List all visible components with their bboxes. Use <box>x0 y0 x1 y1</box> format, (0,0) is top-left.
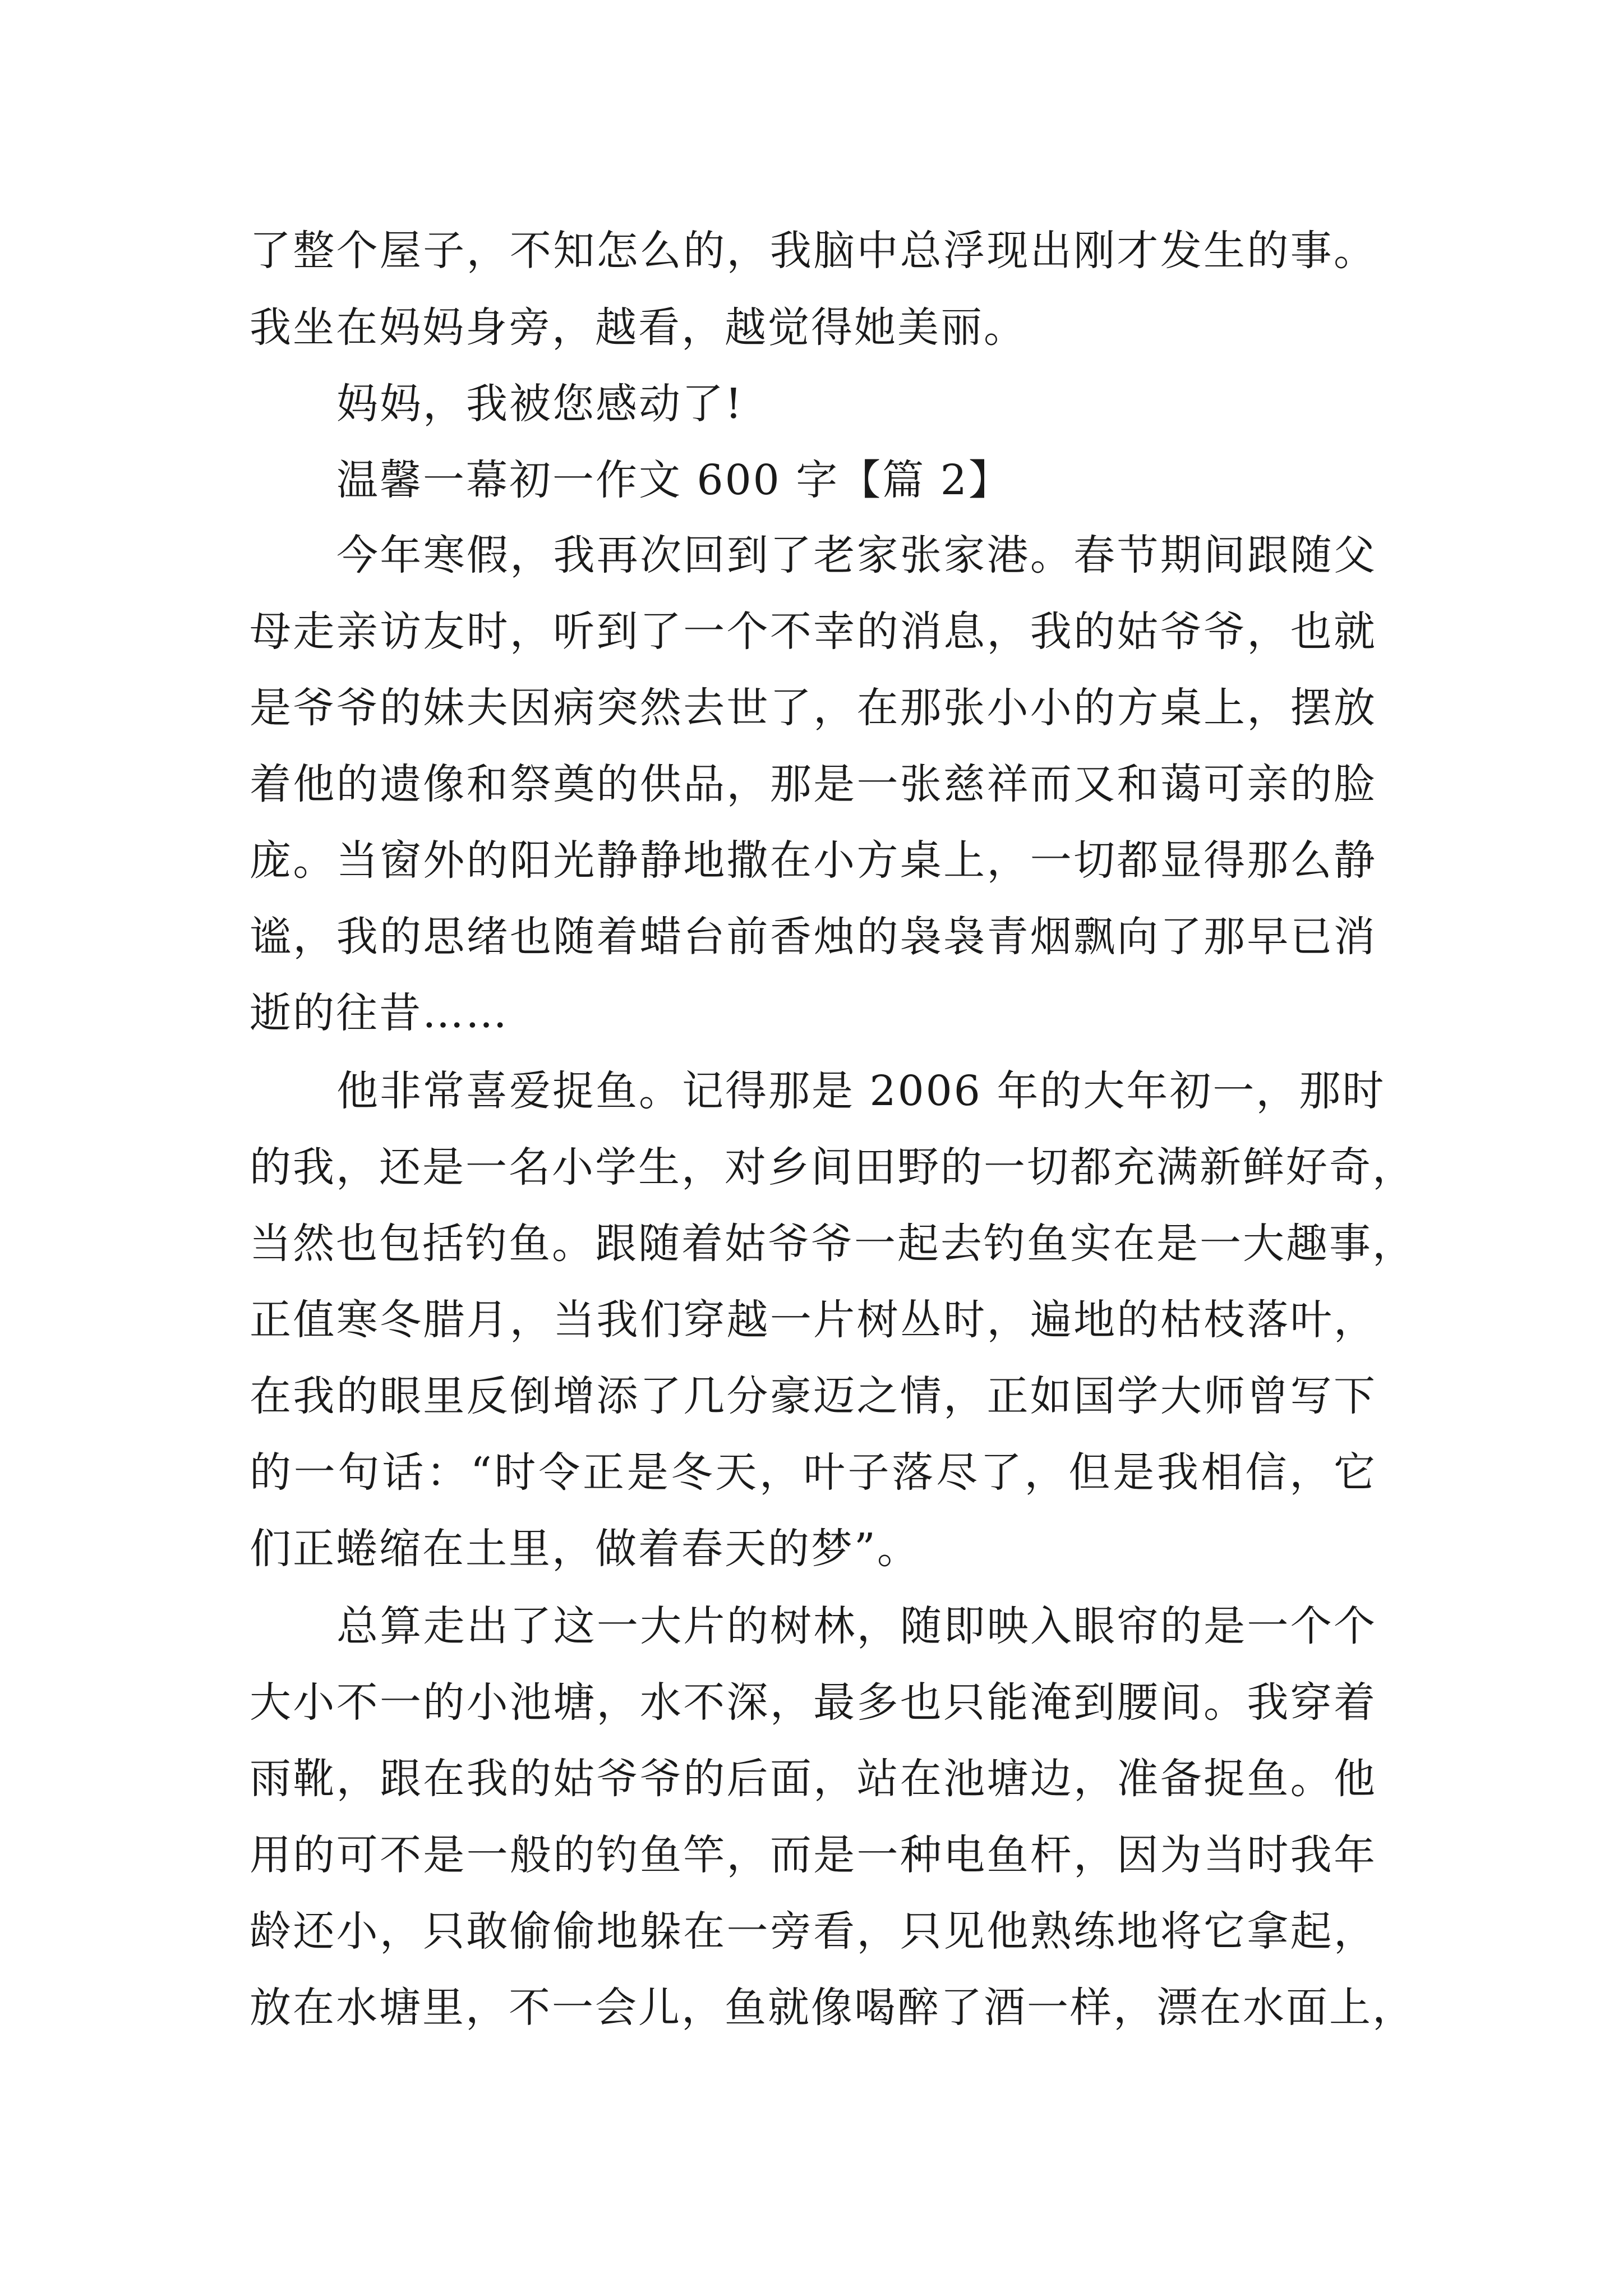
text-line: 正值寒冬腊月，当我们穿越一片树丛时，遍地的枯枝落叶， <box>250 1296 1377 1344</box>
text-line: 母走亲访友时，听到了一个不幸的消息，我的姑爷爷，也就 <box>250 608 1377 656</box>
text-line: 温馨一幕初一作文 600 字【篇 2】 <box>336 456 1012 504</box>
text-line: 在我的眼里反倒增添了几分豪迈之情，正如国学大师曾写下 <box>250 1372 1377 1420</box>
text-line: 妈妈，我被您感动了! <box>336 380 744 428</box>
text-line: 龄还小，只敢偷偷地躲在一旁看，只见他熟练地将它拿起， <box>250 1907 1377 1955</box>
text-line: 今年寒假，我再次回到了老家张家港。春节期间跟随父 <box>336 531 1377 579</box>
text-line: 谧，我的思绪也随着蜡台前香烛的袅袅青烟飘向了那早已消 <box>250 913 1377 961</box>
text-line: 大小不一的小池塘，水不深，最多也只能淹到腰间。我穿着 <box>250 1678 1377 1727</box>
text-line: 他非常喜爱捉鱼。记得那是 2006 年的大年初一，那时 <box>336 1067 1386 1115</box>
text-line: 当然也包括钓鱼。跟随着姑爷爷一起去钓鱼实在是一大趣事， <box>250 1220 1415 1268</box>
text-line: 总算走出了这一大片的树林，随即映入眼帘的是一个个 <box>336 1602 1377 1650</box>
text-line: 逝的往昔…… <box>250 989 509 1037</box>
text-line: 庞。当窗外的阳光静静地撒在小方桌上，一切都显得那么静 <box>250 836 1377 885</box>
text-line: 的一句话：“时令正是冬天，叶子落尽了，但是我相信，它 <box>250 1448 1377 1497</box>
text-line: 是爷爷的妹夫因病突然去世了，在那张小小的方桌上，摆放 <box>250 684 1377 732</box>
text-line: 放在水塘里，不一会儿，鱼就像喝醉了酒一样，漂在水面上， <box>250 1984 1415 2032</box>
text-line: 的我，还是一名小学生，对乡间田野的一切都充满新鲜好奇， <box>250 1143 1415 1191</box>
text-line: 雨靴，跟在我的姑爷爷的后面，站在池塘边，准备捉鱼。他 <box>250 1755 1377 1803</box>
text-line: 用的可不是一般的钓鱼竿，而是一种电鱼杆，因为当时我年 <box>250 1831 1377 1879</box>
text-line: 了整个屋子，不知怎么的，我脑中总浮现出刚才发生的事。 <box>250 227 1377 275</box>
text-line: 们正蜷缩在土里，做着春天的梦”。 <box>250 1525 920 1573</box>
text-line: 着他的遗像和祭奠的供品，那是一张慈祥而又和蔼可亲的脸 <box>250 760 1377 808</box>
text-line: 我坐在妈妈身旁，越看，越觉得她美丽。 <box>250 303 1027 352</box>
